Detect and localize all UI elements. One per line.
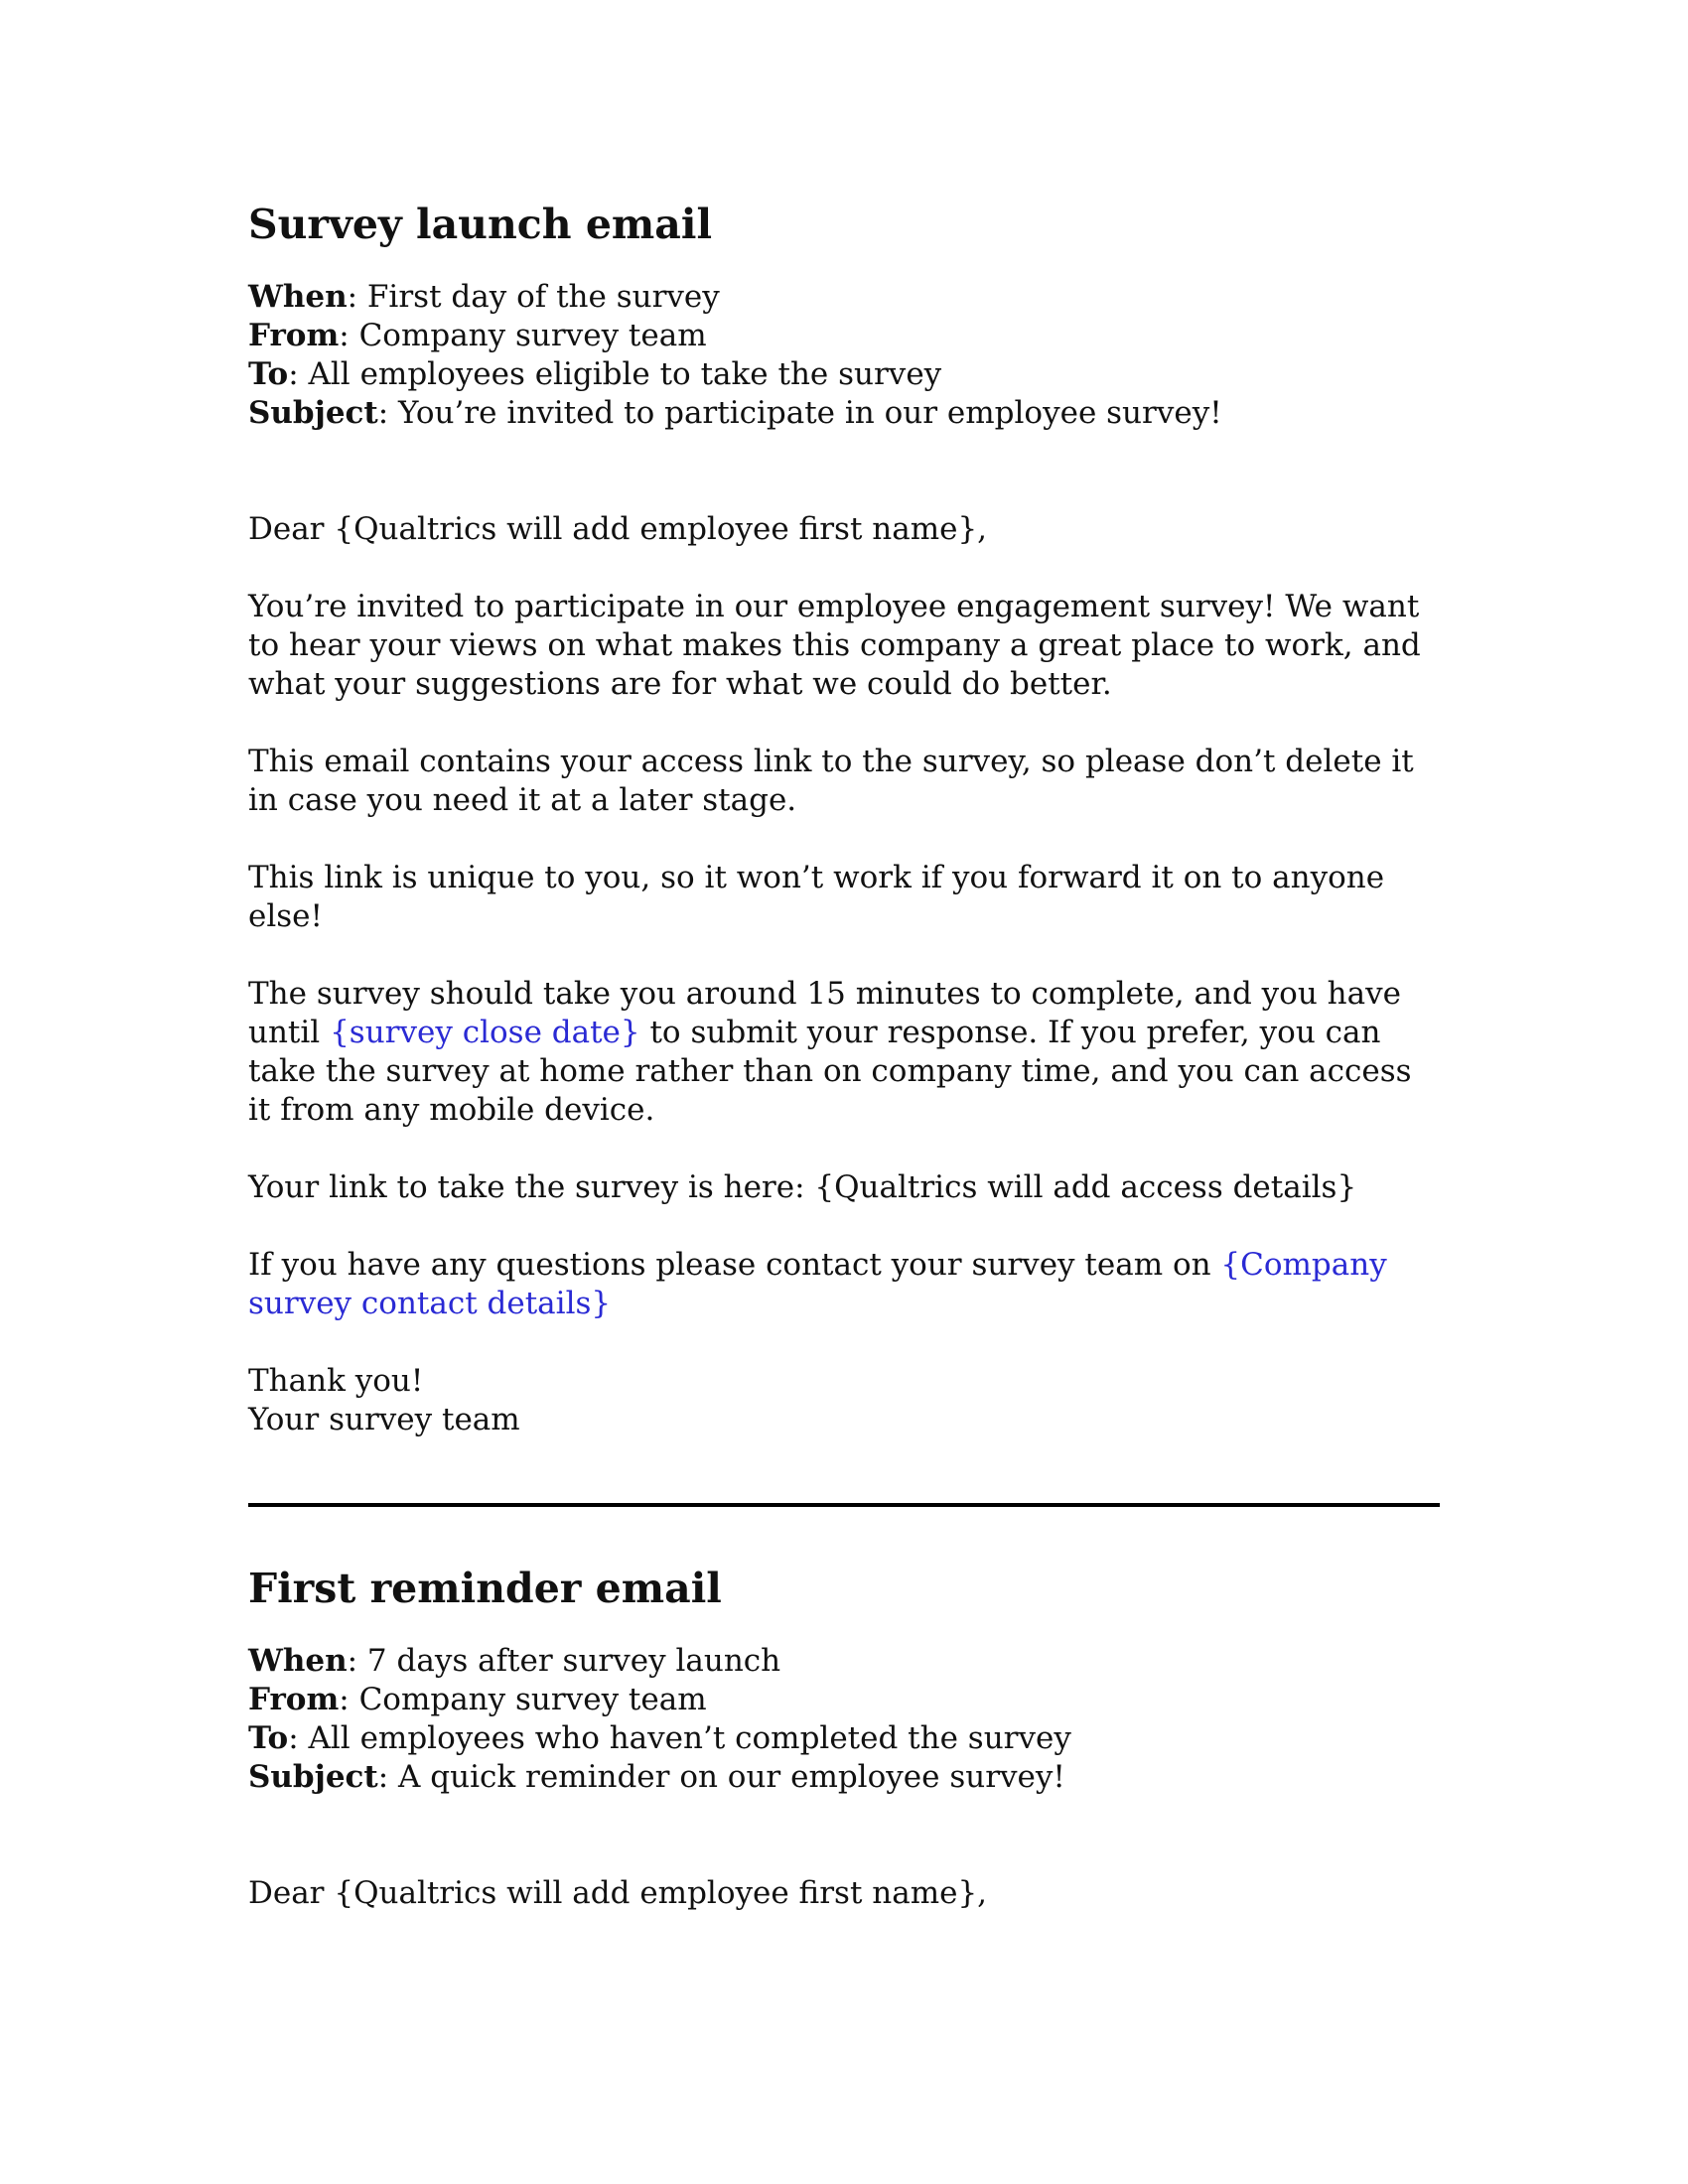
meta-to-label: To — [248, 356, 289, 392]
meta-to-value: : All employees who haven’t completed the survey — [288, 1720, 1071, 1756]
meta-subject-value: : A quick reminder on our employee survey! — [377, 1759, 1065, 1795]
greeting-launch: Dear {Qualtrics will add employee first name}, — [248, 511, 988, 547]
meta-subject-label: Subject — [248, 395, 378, 431]
meta-when-value: : First day of the survey — [347, 279, 720, 315]
placeholder-survey-close-date: {survey close date} — [330, 1015, 640, 1050]
meta-subject-label: Subject — [248, 1759, 378, 1795]
paragraph-unique-link: This link is unique to you, so it won’t work if you forward it on to anyone else! — [248, 860, 1385, 934]
section-title-reminder: First reminder email — [248, 1565, 722, 1612]
email-meta-reminder — [248, 1642, 1440, 1797]
meta-from-label: From — [248, 1682, 340, 1717]
paragraph-contact-text: If you have any questions please contact your survey team on — [248, 1247, 1221, 1283]
paragraph-duration-text-a: The survey should take you around 15 minutes to complete, and you have until — [248, 976, 1401, 1050]
signoff-team: Your survey team — [248, 1402, 520, 1437]
meta-subject-value: : You’re invited to participate in our employee survey! — [377, 395, 1222, 431]
meta-subject — [248, 394, 1440, 433]
meta-when-value: : 7 days after survey launch — [347, 1643, 781, 1679]
meta-when — [248, 1642, 1440, 1681]
meta-from-value: : Company survey team — [339, 318, 707, 353]
meta-when — [248, 278, 1440, 317]
signoff-thanks: Thank you! — [248, 1363, 424, 1399]
paragraph-duration-text-b: to submit your response. If you prefer, you can take the survey at home rather than on company time, and you can access it from any mobile device. — [248, 1015, 1412, 1128]
meta-when-label: When — [248, 1643, 348, 1679]
paragraph-contact — [248, 1246, 1440, 1323]
meta-to-label: To — [248, 1720, 289, 1756]
email-meta-launch — [248, 278, 1440, 433]
paragraph-access-link: This email contains your access link to the survey, so please don’t delete it in case you need it at a later stage. — [248, 744, 1414, 818]
paragraph-duration — [248, 975, 1440, 1130]
paragraph-invite: You’re invited to participate in our employee engagement survey! We want to hear your views on what makes this company a great place to work, and what your suggestions are for what we could do better. — [248, 589, 1421, 702]
meta-when-label: When — [248, 279, 348, 315]
meta-from — [248, 1681, 1440, 1719]
meta-from — [248, 317, 1440, 355]
meta-subject — [248, 1758, 1440, 1797]
meta-to-value: : All employees eligible to take the survey — [288, 356, 942, 392]
meta-from-value: : Company survey team — [339, 1682, 707, 1717]
meta-to — [248, 1719, 1440, 1758]
meta-from-label: From — [248, 318, 340, 353]
paragraph-survey-link: Your link to take the survey is here: {Qualtrics will add access details} — [248, 1169, 1357, 1205]
greeting-reminder: Dear {Qualtrics will add employee first name}, — [248, 1875, 988, 1911]
placeholder-company-contact: {Company survey contact details} — [248, 1247, 1387, 1321]
section-title-launch: Survey launch email — [248, 201, 713, 248]
document-page — [248, 195, 1440, 1913]
meta-to — [248, 355, 1440, 394]
section-divider — [248, 1503, 1440, 1507]
